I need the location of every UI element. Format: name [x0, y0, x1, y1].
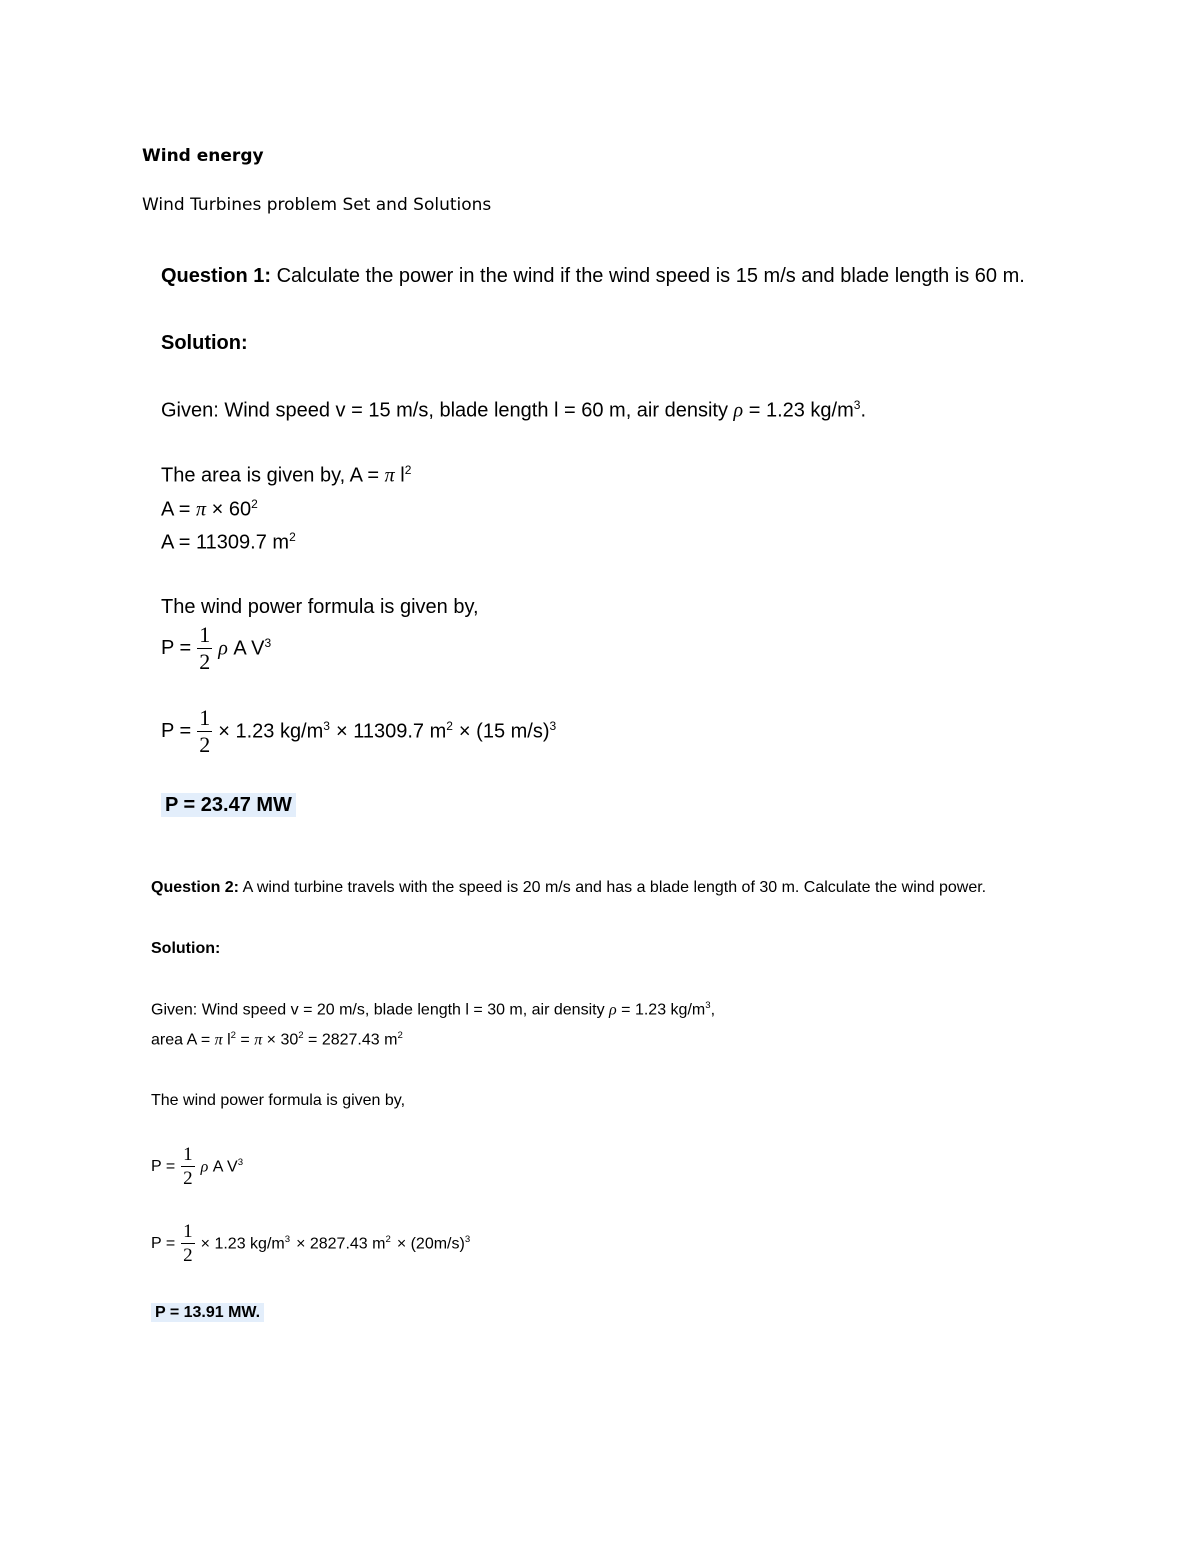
- exponent: 2: [230, 1030, 236, 1041]
- pi-symbol: π: [196, 498, 207, 521]
- question-2-answer: [151, 1304, 264, 1322]
- answer-highlight: P = 23.47 MW: [161, 793, 296, 817]
- area-a: A =: [161, 498, 197, 521]
- rho-symbol: ρ: [200, 1158, 209, 1176]
- question-2-formula: [151, 1145, 243, 1188]
- rho-symbol: ρ: [733, 399, 744, 422]
- exponent: 3: [323, 719, 330, 734]
- question-1-given: [161, 398, 866, 423]
- area-d: × 30: [262, 1031, 299, 1049]
- fraction-one-half: [181, 1145, 195, 1188]
- fraction-denominator: 2: [199, 649, 211, 674]
- given-end: .: [860, 399, 867, 422]
- question-1-formula-intro: The wind power formula is given by,: [161, 596, 479, 618]
- exponent: 3: [284, 1233, 291, 1245]
- area-intro: The area is given by, A =: [161, 464, 385, 487]
- given-text: Given: Wind speed v = 20 m/s, blade length l = 30 m, air density: [151, 1001, 605, 1019]
- question-1-area-line-1: [161, 463, 411, 488]
- fraction-denominator: 2: [183, 1168, 193, 1189]
- exponent: 2: [397, 1030, 403, 1041]
- area-c: =: [235, 1031, 255, 1049]
- question-1-calculation: [161, 707, 556, 756]
- fraction-numerator: 1: [199, 705, 211, 730]
- exponent: 3: [464, 1233, 471, 1245]
- rho-symbol: ρ: [218, 637, 228, 660]
- question-2-label: Question 2:: [151, 879, 240, 896]
- exponent: 2: [251, 497, 258, 511]
- given-density-value: = 1.23 kg/m: [621, 1001, 706, 1019]
- pi-symbol: π: [384, 464, 395, 487]
- formula-rest: A V: [227, 637, 265, 660]
- exponent: 3: [705, 1000, 711, 1011]
- fraction-numerator: 1: [199, 622, 211, 647]
- question-1-prompt: [161, 265, 1025, 288]
- question-2-formula-intro: The wind power formula is given by,: [151, 1092, 406, 1109]
- area-l: l: [394, 464, 405, 487]
- fraction-numerator: 1: [183, 1144, 193, 1165]
- p-equals: P =: [161, 637, 192, 659]
- calc-density: × 1.23 kg/m: [200, 1235, 285, 1253]
- exponent: 2: [404, 463, 412, 477]
- area-b: l: [222, 1031, 231, 1049]
- exponent: 3: [853, 398, 861, 412]
- exponent: 3: [237, 1156, 244, 1168]
- question-1-area-line-3: [161, 530, 296, 555]
- exponent: 3: [264, 636, 272, 651]
- rho-symbol: ρ: [609, 1001, 617, 1019]
- question-2-text: A wind turbine travels with the speed is 20 m/s and has a blade length of 30 m. Calculate the wind power.: [242, 879, 987, 896]
- fraction-numerator: 1: [183, 1221, 193, 1242]
- exponent: 2: [446, 719, 453, 734]
- calc-area: × 2827.43 m: [296, 1235, 386, 1253]
- question-1-label: Question 1:: [161, 265, 272, 287]
- question-1-formula: [161, 624, 271, 673]
- calc-speed: × (20m/s): [396, 1235, 465, 1253]
- document-title: Wind energy: [142, 146, 264, 166]
- question-1-answer: [161, 794, 296, 817]
- area-result: A = 11309.7 m: [161, 531, 290, 554]
- exponent: 2: [289, 530, 296, 544]
- p-equals: P =: [151, 1157, 176, 1175]
- formula-rest: A V: [208, 1158, 238, 1176]
- pi-symbol: π: [214, 1031, 223, 1049]
- exponent: 2: [385, 1233, 391, 1245]
- exponent: 2: [298, 1030, 304, 1041]
- fraction-one-half: [197, 624, 212, 673]
- question-2-prompt: [151, 879, 986, 897]
- given-end: ,: [710, 1001, 716, 1019]
- calc-density: × 1.23 kg/m: [218, 720, 324, 743]
- p-equals: P =: [161, 720, 192, 742]
- given-density-value: = 1.23 kg/m: [748, 399, 854, 422]
- calc-area: × 11309.7 m: [335, 720, 447, 743]
- question-2-area: [151, 1030, 403, 1049]
- question-2-solution-label: Solution:: [151, 940, 221, 957]
- given-text: Given: Wind speed v = 15 m/s, blade length l = 60 m, air density: [161, 399, 728, 422]
- answer-highlight: P = 13.91 MW.: [151, 1303, 264, 1322]
- fraction-one-half: [181, 1222, 195, 1265]
- fraction-denominator: 2: [183, 1245, 193, 1266]
- area-result: = 2827.43 m: [303, 1031, 398, 1049]
- question-1-solution-label: Solution:: [161, 332, 248, 354]
- area-a: area A =: [151, 1031, 215, 1049]
- question-1-text: Calculate the power in the wind if the wind speed is 15 m/s and blade length is 60 m.: [276, 265, 1025, 287]
- exponent: 3: [549, 719, 557, 734]
- calc-speed: × (15 m/s): [458, 720, 550, 743]
- document-subtitle: Wind Turbines problem Set and Solutions: [142, 195, 492, 215]
- question-2-calculation: [151, 1222, 470, 1265]
- area-b: × 60: [206, 498, 252, 521]
- question-1-area-line-2: [161, 497, 258, 522]
- fraction-denominator: 2: [199, 732, 211, 757]
- p-equals: P =: [151, 1234, 176, 1252]
- pi-symbol: π: [254, 1031, 263, 1049]
- fraction-one-half: [197, 707, 212, 756]
- question-2-given: [151, 1000, 715, 1019]
